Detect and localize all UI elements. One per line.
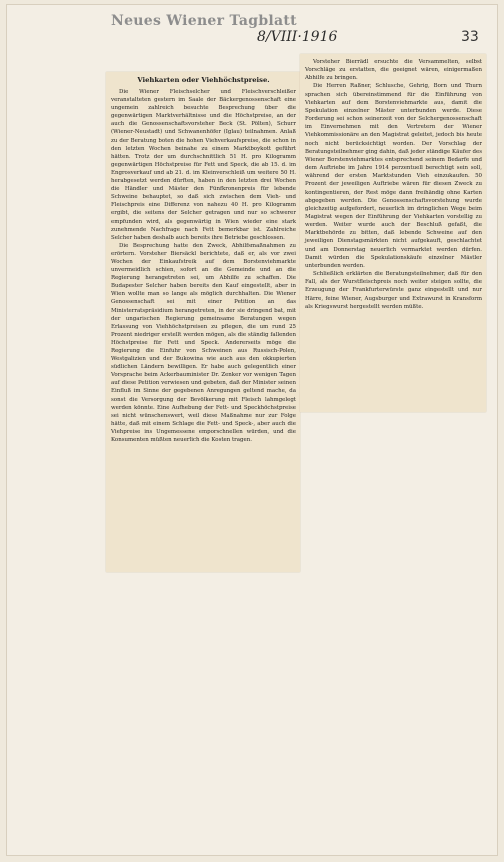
right-column-text (305, 58, 482, 311)
paragraph: Vorsteher Bierrädl ersuchte die Versammelten, selbst Vorschläge zu erstatten, die geeignet wären, einigermaßen Abhilfe zu bringen. (305, 59, 482, 82)
clipping-right-column (300, 54, 486, 412)
handwritten-date: 8/VIII·1916 (257, 29, 338, 45)
article-headline: Viehkarten oder Viehhöchstpreise. (137, 76, 270, 84)
paragraph: Die Wiener Fleischselcher und Fleischverschleißer veranstalteten gestern im Saale der Bäckergenossenschaft eine ungemein zahlreich besuchte Besprechung über die gegenwärtigen Marktverhältnisse und die Höchstpreise, an der auch die Genossenschaftsvorsteher Beck (St. Pölten), Schurr (Wiener-Neustadt) und Schwanenhöfer (Iglau) teilnahmen. Anlaß zu der Beratung boten die hohen Viehverkaufspreise, die schon in den letzten Wochen beinahe zu einem Marktboykott geführt hätten. Trotz der um durchschnittlich 51 H. pro Kilogramm gegenwärtigen Höchstpreise für Fett und Speck, die ab 15. d. im Engrosverkauf und ab 21. d. im Kleinverschleiß um weitere 50 H. herabgesetzt werden dürften, haben in den letzten drei Wochen die Händler und Mäster den Fünfkronenpreis für lebende Schweine behauptet, so daß sich zwischen dem Vieh- und Fleischpreis eine Differenz von nahezu 40 H. pro Kilogramm ergibt, die seitens der Selcher getragen und nur so schwerer empfunden wird, als gegenwärtig in Wien wieder eine stark zunehmende Nachfrage nach Fett bemerkbar ist. Zahlreiche Selcher haben deshalb auch bereits ihre Betriebe geschlossen. (111, 89, 296, 241)
paragraph: Schließlich erklärten die Beratungsteilnehmer, daß für den Fall, als der Wurstfleischpreis noch weiter steigen sollte, die Erzeugung der Frankfurterwürste ganz eingestellt und nur Härre, feine Wiener, Augsburger und Extrawurst in Kransform als Kriegswurst hergestellt werden müßte. (305, 271, 482, 310)
left-column-text (111, 88, 296, 444)
newspaper-masthead: Neues Wiener Tagblatt (111, 13, 297, 29)
clipping-left-column (106, 72, 300, 572)
page-number: 33 (461, 29, 479, 45)
paragraph: Die Besprechung hatte den Zweck, Abhilfsmaßnahmen zu erörtern. Vorsteher Biersäckl berichtete, daß er, als vor zwei Wochen der Einkaufstreik auf dem Borstenviehmarkte unvermeidlich schien, sofort an die Gemeinde und an die Regierung herangetreten sei, um Abhilfe zu schaffen. Die Budapester Selcher haben bereits den Kauf eingestellt, aber in Wien wollte man so lange als möglich durchhalten. Die Wiener Genossenschaft sei mit einer Petition an das Ministerratspräsidium herangetreten, in der sie dringend bat, mit der ungarischen Regierung gemeinsame Beratungen wegen Erlassung von Viehhöchstpreisen zu pflegen, die um rund 25 Prozent niedriger erstellt werden mögen, als die ständig fallenden Höchstpreise für Fett und Speck. Andererseits möge die Regierung die Einfuhr von Schweinen aus Russisch-Polen, Westgalizien und der Bukowina wie auch aus den okkupierten südlichen Ländern bewilligen. Er habe auch gelegentlich einer Vorsprache beim Ackerbauminister Dr. Zenker vor wenigen Tagen auf diese Petition verwiesen und gebeten, daß der Minister seinen Einfluß im Sinne der gegebenen Anregungen geltend mache, da sonst die Versorgung der Bevölkerung mit Fleisch lahmgelegt werden könnte. Eine Aufhebung der Fett- und Speckhöchstpreise sei nicht wünschenswert, weil diese Maßnahme nur zur Folge hätte, daß mit einem Schlage die Fett- und Speck-, aber auch die Viehpreise ins Ungemessene emporschnellen würden, und die Konsumenten müßten neuerlich die Kosten tragen. (111, 242, 296, 444)
paragraph: Die Herren Raßner, Schlusche, Gehrig, Born und Thurn sprachen sich übereinstimmend für die Einführung von Viehkarten auf dem Borstenviehmarkte aus, damit die Spekulation einzelner Mäster unterbunden werde. Diese Forderung sei schon seinerzeit von der Selchergenossenschaft im Einvernehmen mit den Vertretern der Wiener Viehkommissionäre an den Magistrat geleitet, jedoch bis heute noch nicht berücksichtigt worden. Der Vorschlag der Beratungsteilnehmer ging dahin, daß jeder ständige Käufer des Wiener Borstenviehmarktes entsprechend seinem Bedarfe und dem Auftriebe im Jahre 1914 perzentuell berechtigt sein soll, während der ersten Marktstunden Vieh einzukaufen. 50 Prozent der jeweiligen Auftriebe wären für diesen Zweck zu kontingentieren, der Rest möge dann freihändig ohne Karten abgegeben werden. Die Genossenschaftsvorstehung wurde gleichzeitig aufgefordert, neuerlich im dringlichen Wege beim Magistrat wegen der Einführung der Viehkarten vorstellig zu werden. Weiter wurde auch der Beschluß gefaßt, die Marktbehörde zu bitten, daß lebende Schweine auf den jeweiligen Dienstagsmärkten nicht aufgekauft, geschlachtet und am Donnerstag neuerlich vermarktet werden dürfen. Damit würden die Spekulationskäufe einzelner Mästler unterbunden werden. (305, 83, 482, 269)
